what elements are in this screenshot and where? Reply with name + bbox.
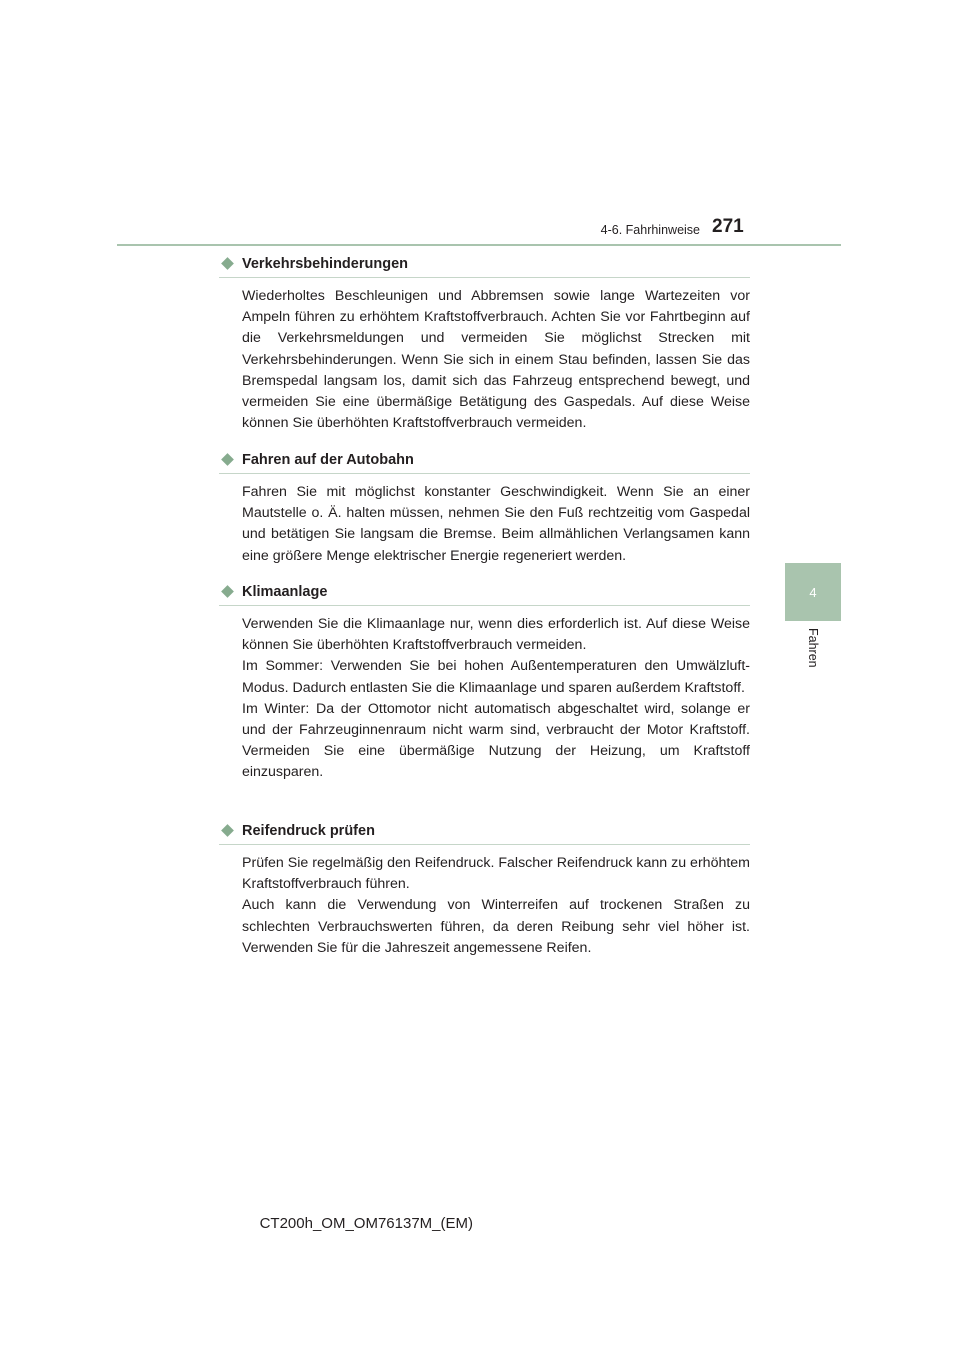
section-body [242, 286, 750, 434]
paragraph: Fahren Sie mit möglichst konstanter Geschwindigkeit. Wenn Sie an einer Mautstelle o. Ä. halten müssen, nehmen Sie den Fuß rechtzeitig vom Gaspedal und betätigen Sie langsam die Bremse. Beim allmählichen Verlangsamen kann eine größere Menge elektrischer Energie regeneriert werden. [242, 484, 750, 564]
paragraph: Auch kann die Verwendung von Winterreifen auf trockenen Straßen zu schlechten Verbrauchswerten führen, da deren Reibung sehr viel höher ist. Verwenden Sie für die Jahreszeit angemessene Reifen. [242, 897, 750, 956]
paragraph: Wiederholtes Beschleunigen und Abbremsen sowie lange Wartezeiten vor Ampeln führen zu erhöhtem Kraftstoffverbrauch. Achten Sie vor Fahrtbeginn auf die Verkehrsmeldungen und vermeiden Sie möglichst Strecken mit Verkehrsbehinderungen. Wenn Sie sich in einem Stau befinden, lassen Sie das Bremspedal langsam los, damit sich das Fahrzeug entsprechend bewegt, und vermeiden Sie eine übermäßige Betätigung des Gaspedals. Auf diese Weise können Sie überhöhten Kraftstoffverbrauch vermeiden. [242, 288, 750, 432]
section-body [242, 482, 750, 567]
paragraph: Prüfen Sie regelmäßig den Reifendruck. Falscher Reifendruck kann zu erhöhtem Kraftstoffverbrauch führen. [242, 855, 750, 893]
document-code: CT200h_OM_OM76137M_(EM) [259, 1215, 473, 1232]
section-heading [219, 583, 750, 606]
page-number: 271 [712, 216, 744, 237]
section-body [242, 614, 750, 784]
section-reifendruck [219, 822, 750, 959]
diamond-bullet-icon [221, 257, 234, 270]
section-title: Klimaanlage [242, 584, 328, 600]
section-title: Fahren auf der Autobahn [242, 452, 414, 468]
section-autobahn [219, 451, 750, 567]
section-title: Verkehrsbehinderungen [242, 256, 408, 272]
section-verkehrsbehinderungen [219, 255, 750, 434]
chapter-tab-number: 4 [809, 584, 817, 600]
paragraph: Im Sommer: Verwenden Sie bei hohen Außentemperaturen den Umwälzluft-Modus. Dadurch entlasten Sie die Klimaanlage und sparen außerdem Kraftstoff. [242, 658, 750, 696]
section-title: Reifendruck prüfen [242, 823, 375, 839]
header-divider [117, 244, 841, 246]
section-klimaanlage [219, 583, 750, 784]
section-body [242, 853, 750, 959]
chapter-label: 4-6. Fahrhinweise [600, 223, 700, 237]
section-heading [219, 255, 750, 278]
section-heading [219, 822, 750, 845]
paragraph: Im Winter: Da der Ottomotor nicht automatisch abgeschaltet wird, solange er und der Fahrzeuginnenraum nicht warm sind, verbraucht der Motor Kraftstoff. Vermeiden Sie eine übermäßige Nutzung der Heizung, um Kraftstoff einzusparen. [242, 700, 750, 781]
paragraph: Verwenden Sie die Klimaanlage nur, wenn dies erforderlich ist. Auf diese Weise können Sie überhöhten Kraftstoffverbrauch vermeiden. [242, 616, 750, 654]
diamond-bullet-icon [221, 453, 234, 466]
chapter-tab-label: Fahren [806, 628, 820, 668]
section-heading [219, 451, 750, 474]
diamond-bullet-icon [221, 585, 234, 598]
chapter-tab [785, 563, 841, 621]
diamond-bullet-icon [221, 824, 234, 837]
